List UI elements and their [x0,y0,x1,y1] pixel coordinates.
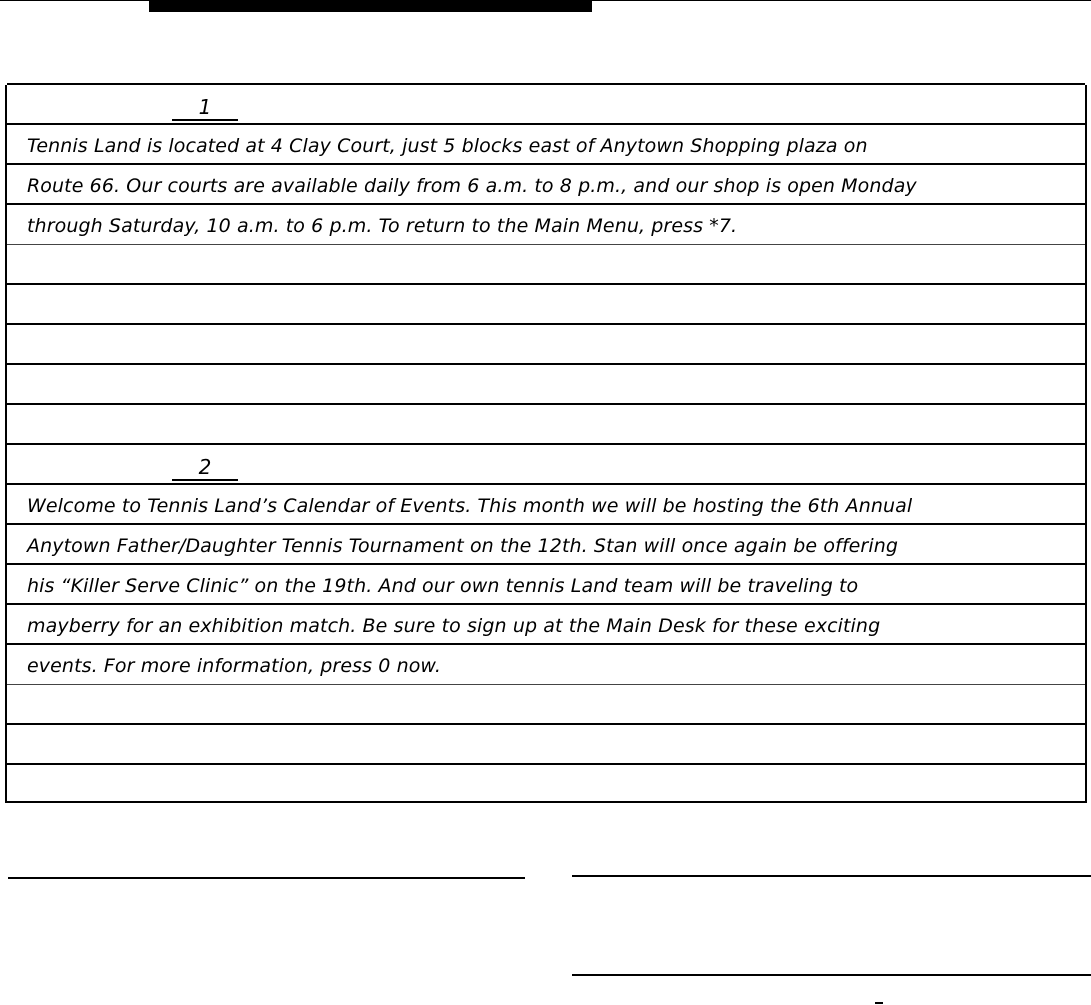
script-text: events. For more information, press 0 now. [27,655,441,677]
section-2-header-row [7,445,1085,485]
section-2-line-2 [7,525,1085,565]
script-text: Tennis Land is located at 4 Clay Court, just 5 blocks east of Anytown Shopping plaza on [27,135,868,157]
form-top-border [7,45,1085,85]
signature-line-right-bottom [572,974,1091,976]
section-1-number: 1 [172,95,238,121]
section-2-line-5 [7,645,1085,685]
script-text: through Saturday, 10 a.m. to 6 p.m. To return to the Main Menu, press *7. [27,215,738,237]
section-2-line-3 [7,565,1085,605]
section-1-line-2 [7,165,1085,205]
page-mark [875,1002,883,1004]
blank-line [7,685,1085,725]
section-2-line-1 [7,485,1085,525]
script-form [5,85,1087,803]
script-text: Route 66. Our courts are available daily from 6 a.m. to 8 p.m., and our shop is open Monday [27,175,917,197]
section-1-header-row [7,85,1085,125]
section-2-number: 2 [172,455,238,481]
section-1-line-1 [7,125,1085,165]
section-1-line-3 [7,205,1085,245]
script-text: mayberry for an exhibition match. Be sure to sign up at the Main Desk for these exciting [27,615,881,637]
script-text: Welcome to Tennis Land’s Calendar of Events. This month we will be hosting the 6th Annual [27,495,913,517]
blank-line [7,365,1085,405]
section-2-line-4 [7,605,1085,645]
script-text: his “Killer Serve Clinic” on the 19th. And our own tennis Land team will be traveling to [27,575,859,597]
blank-line [7,725,1085,765]
form-bottom-border [7,763,1085,803]
blank-line [7,245,1085,285]
blank-line [7,325,1085,365]
header-black-bar [149,0,592,12]
script-text: Anytown Father/Daughter Tennis Tournament on the 12th. Stan will once again be offering [27,535,899,557]
blank-line [7,405,1085,445]
signature-line-right-top [572,875,1091,877]
blank-line [7,285,1085,325]
signature-line-left [8,877,525,879]
